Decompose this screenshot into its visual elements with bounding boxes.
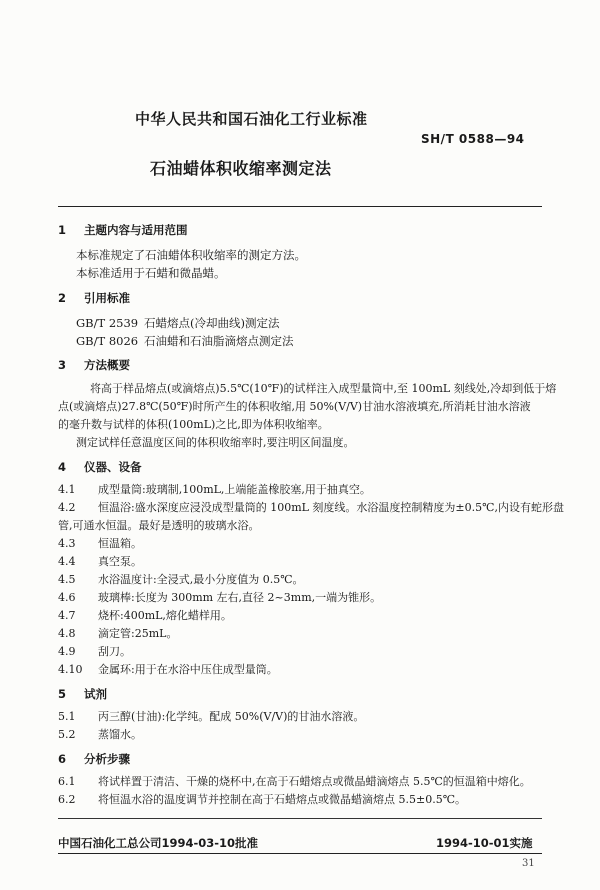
section-title: 试剂 xyxy=(84,687,107,701)
page-number: 31 xyxy=(522,858,535,869)
item-text: 丙三醇(甘油):化学纯。配成 50%(V/V)的甘油水溶液。 xyxy=(98,710,365,723)
paragraph: 本标准规定了石油蜡体积收缩率的测定方法。 xyxy=(76,248,306,262)
header-rule xyxy=(58,206,542,207)
item-text: 恒温箱。 xyxy=(98,537,142,550)
item-text: 水浴温度计:全浸式,最小分度值为 0.5℃。 xyxy=(98,573,304,586)
item-number: 4.10 xyxy=(58,663,83,676)
section-title: 方法概要 xyxy=(84,358,130,372)
item-number: 4.9 xyxy=(58,645,76,658)
item-number: 6.1 xyxy=(58,775,76,788)
list-item xyxy=(58,708,364,726)
reference-item xyxy=(76,314,279,332)
section-title: 分析步骤 xyxy=(84,752,130,766)
footer-rule-top xyxy=(58,818,542,819)
list-item xyxy=(58,535,142,553)
section-4-heading xyxy=(58,459,142,475)
item-number: 4.2 xyxy=(58,501,76,514)
reference-code: GB/T 8026 xyxy=(76,334,139,348)
section-title: 仪器、设备 xyxy=(84,460,142,474)
section-3-heading xyxy=(58,357,130,373)
list-item xyxy=(58,625,177,643)
list-item xyxy=(58,791,466,809)
item-text: 滴定管:25mL。 xyxy=(98,627,178,640)
reference-title: 石油蜡和石油脂滴熔点测定法 xyxy=(144,334,294,348)
list-item xyxy=(58,661,278,679)
approval-note: 中国石油化工总公司1994-03-10批准 xyxy=(58,836,259,850)
paragraph-line: 的毫升数与试样的体积(100mL)之比,即为体积收缩率。 xyxy=(58,418,329,431)
item-number: 4.5 xyxy=(58,573,76,586)
list-item xyxy=(58,607,232,625)
item-text: 将试样置于清洁、干燥的烧杯中,在高于石蜡熔点或微晶蜡滴熔点 5.5℃的恒温箱中熔化。 xyxy=(98,775,531,788)
item-text: 恒温浴:盛水深度应浸没成型量筒的 100mL 刻度线。水浴温度控制精度为±0.5℃,内设有蛇形盘 xyxy=(98,501,564,514)
item-text: 金属环:用于在水浴中压住成型量筒。 xyxy=(98,663,278,676)
item-number: 5.2 xyxy=(58,728,76,741)
item-number: 6.2 xyxy=(58,793,76,806)
section-number: 1 xyxy=(58,223,67,237)
section-6-heading xyxy=(58,751,130,767)
item-text: 玻璃棒:长度为 300mm 左右,直径 2~3mm,一端为锥形。 xyxy=(98,591,382,604)
section-number: 3 xyxy=(58,358,67,372)
item-number: 4.3 xyxy=(58,537,76,550)
section-number: 5 xyxy=(58,687,67,701)
footer-rule-bottom xyxy=(58,853,542,854)
section-5-heading xyxy=(58,686,107,702)
item-text: 成型量筒:玻璃制,100mL,上端能盖橡胶塞,用于抽真空。 xyxy=(98,483,371,496)
section-number: 2 xyxy=(58,291,67,305)
paragraph-line: 测定试样任意温度区间的体积收缩率时,要注明区间温度。 xyxy=(76,436,355,449)
list-item xyxy=(58,553,142,571)
paragraph: 本标准适用于石蜡和微晶蜡。 xyxy=(76,266,226,280)
item-text: 真空泵。 xyxy=(98,555,142,568)
list-item xyxy=(58,499,564,517)
section-number: 4 xyxy=(58,460,67,474)
paragraph-line: 将高于样品熔点(或滴熔点)5.5℃(10℉)的试样注入成型量筒中,至 100mL 刻线处,冷却到低于熔 xyxy=(90,382,557,395)
section-title: 引用标准 xyxy=(84,291,130,305)
list-item xyxy=(58,773,531,791)
paragraph-line: 点(或滴熔点)27.8℃(50℉)时所产生的体积收缩,用 50%(V/V)甘油水溶液填充,所消耗甘油水溶液 xyxy=(58,400,531,413)
item-number: 4.1 xyxy=(58,483,76,496)
reference-item xyxy=(76,332,294,350)
section-2-heading xyxy=(58,290,130,306)
item-number: 4.6 xyxy=(58,591,76,604)
item-text: 烧杯:400mL,熔化蜡样用。 xyxy=(98,609,232,622)
standard-code: SH/T 0588—94 xyxy=(421,132,525,146)
item-continuation: 管,可通水恒温。最好是透明的玻璃水浴。 xyxy=(58,519,260,532)
item-number: 4.7 xyxy=(58,609,76,622)
issuing-body: 中华人民共和国石油化工行业标准 xyxy=(135,110,368,128)
list-item xyxy=(58,643,131,661)
list-item xyxy=(58,726,142,744)
implementation-date: 1994-10-01实施 xyxy=(436,836,533,850)
list-item xyxy=(58,571,304,589)
section-number: 6 xyxy=(58,752,67,766)
document-title: 石油蜡体积收缩率测定法 xyxy=(150,159,332,178)
item-text: 刮刀。 xyxy=(98,645,131,658)
item-number: 5.1 xyxy=(58,710,76,723)
item-number: 4.8 xyxy=(58,627,76,640)
reference-code: GB/T 2539 xyxy=(76,316,139,330)
list-item xyxy=(58,589,381,607)
reference-title: 石蜡熔点(冷却曲线)测定法 xyxy=(144,316,280,330)
item-number: 4.4 xyxy=(58,555,76,568)
item-text: 蒸馏水。 xyxy=(98,728,142,741)
list-item xyxy=(58,481,371,499)
item-text: 将恒温水浴的温度调节并控制在高于石蜡熔点或微晶蜡滴熔点 5.5±0.5℃。 xyxy=(98,793,467,806)
section-1-heading xyxy=(58,222,188,238)
section-title: 主题内容与适用范围 xyxy=(84,223,188,237)
